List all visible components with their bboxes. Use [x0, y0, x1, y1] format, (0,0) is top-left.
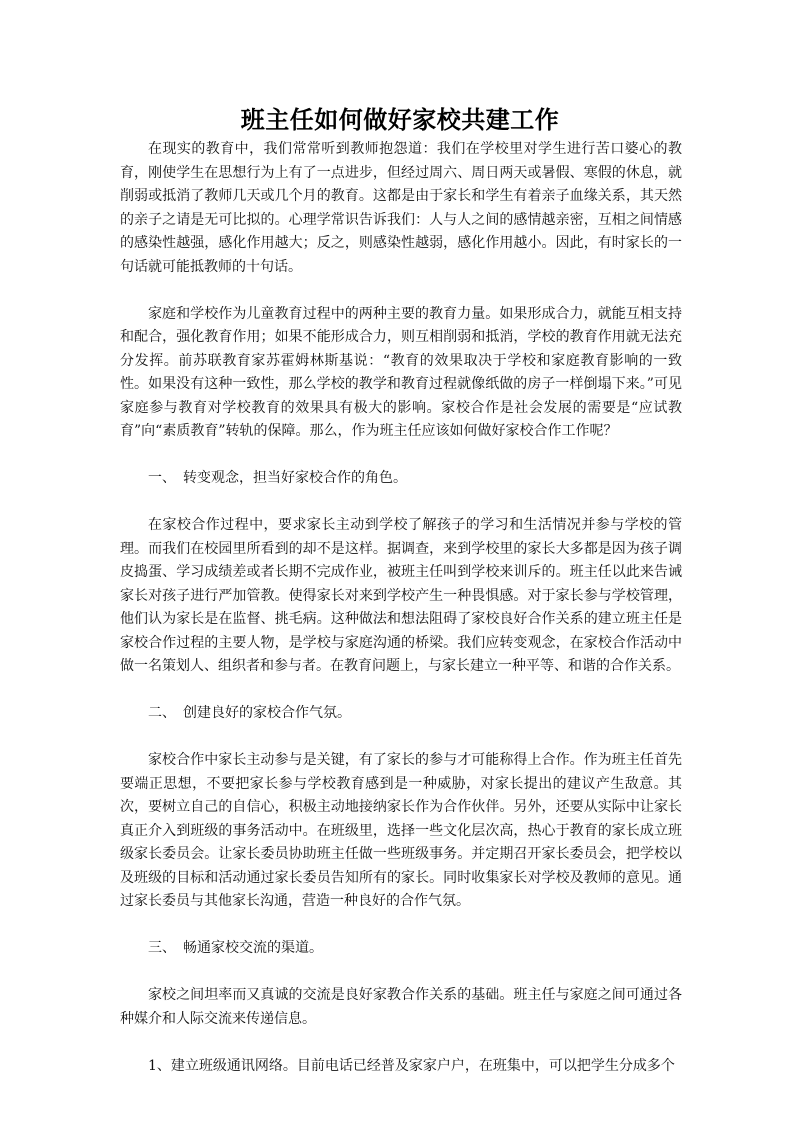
paragraph-gap — [120, 726, 682, 750]
paragraph-section-2: 家校合作中家长主动参与是关键，有了家长的参与才可能称得上合作。作为班主任首先要端正思想，不要把家长参与学校教育感到是一种威胁，对家长提出的建议产生敌意。其次，要树立自己的自信心，积极主动地接纳家长作为合作伙伴。另外，还要从实际中让家长真正介入到班级的事务活动中。在班级里，选择一些文化层次高，热心于教育的家长成立班级家长委员会。让家长委员协助班主任做一些班级事务。并定期召开家长委员会，把学校以及班级的目标和活动通过家长委员告知所有的家长。同时收集家长对学校及教师的意见。通过家长委员与其他家长沟通，营造一种良好的合作气氛。 — [120, 752, 682, 909]
paragraph-gap — [120, 1031, 682, 1055]
paragraph-intro: 在现实的教育中，我们常常听到教师抱怨道：我们在学校里对学生进行苦口婆心的教育，刚使学生在思想行为上有了一点进步，但经过周六、周日两天或暑假、寒假的休息，就削弱或抵消了教师几天或几个月的教育。这都是由于家长和学生有着亲子血缘关系，其天然的亲子之请是无可比拟的。心理学常识告诉我们：人与人之间的感情越亲密，互相之间情感的感染性越强，感化作用越大；反之，则感染性越弱，感化作用越小。因此，有时家长的一句话就可能抵教师的十句话。 — [120, 141, 682, 275]
document-title: 班主任如何做好家校共建工作 — [240, 105, 560, 134]
paragraph-section-3: 家校之间坦率而又真诚的交流是良好家教合作关系的基础。班主任与家庭之间可通过各种媒介和人际交流来传递信息。 — [120, 987, 682, 1027]
document-body — [120, 138, 682, 1078]
paragraph-gap — [120, 679, 682, 703]
paragraph-gap — [120, 491, 682, 515]
section-heading-1: 一、 转变观念，担当好家校合作的角色。 — [148, 470, 407, 486]
paragraph-item-1: 1、建立班级通讯网络。目前电话已经普及家家户户，在班集中，可以把学生分成多个 — [148, 1057, 675, 1074]
paragraph-section-1: 在家校合作过程中，要求家长主动到学校了解孩子的学习和生活情况并参与学校的管理。而我们在校园里所看到的却不是这样。据调查，来到学校里的家长大多都是因为孩子调皮捣蛋、学习成绩差或者长期不完成作业，被班主任叫到学校来训斥的。班主任以此来告诫家长对孩子进行严加管教。使得家长对来到学校产生一种畏惧感。对于家长参与学校管理，他们认为家长是在监督、挑毛病。这种做法和想法阻碍了家校良好合作关系的建立班主任是家校合作过程的主要人物，是学校与家庭沟通的桥梁。我们应转变观念，在家校合作活动中做一名策划人、组织者和参与者。在教育问题上，与家长建立一种平等、和谐的合作关系。 — [120, 517, 682, 674]
paragraph-gap — [120, 914, 682, 938]
section-heading-2: 二、 创建良好的家校合作气氛。 — [148, 705, 351, 721]
paragraph-gap — [120, 444, 682, 468]
section-heading-3: 三、 畅通家校交流的渠道。 — [148, 940, 323, 956]
paragraph-gap — [120, 961, 682, 985]
paragraph-gap — [120, 279, 682, 303]
paragraph-cooperation: 家庭和学校作为儿童教育过程中的两种主要的教育力量。如果形成合力，就能互相支持和配合，强化教育作用；如果不能形成合力，则互相削弱和抵消，学校的教育作用就无法充分发挥。前苏联教育家苏霍姆林斯基说：“教育的效果取决于学校和家庭教育影响的一致性。如果没有这种一致性，那么学校的教学和教育过程就像纸做的房子一样倒塌下来。”可见家庭参与教育对学校教育的效果具有极大的影响。家校合作是社会发展的需要是“应试教育”向“素质教育”转轨的保障。那么，作为班主任应该如何做好家校合作工作呢？ — [120, 305, 682, 439]
